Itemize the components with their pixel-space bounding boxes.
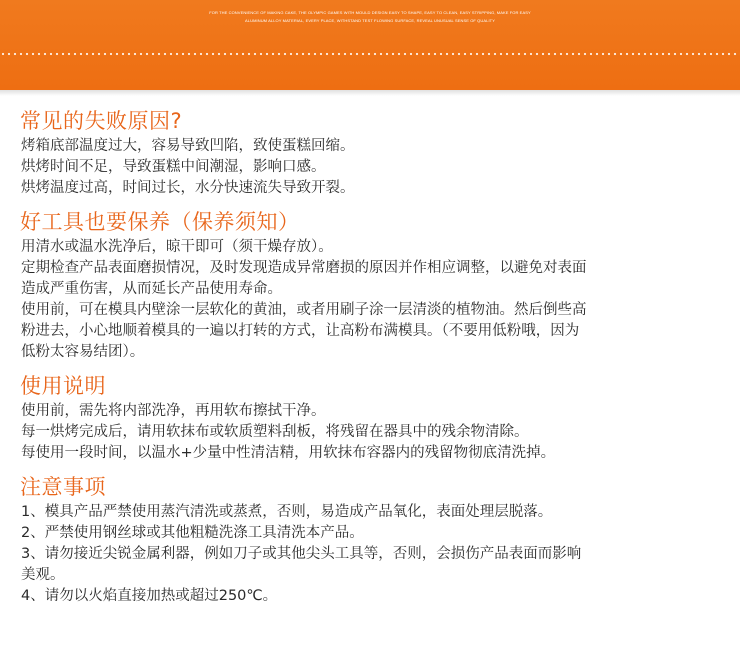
text-line: 烘烤时间不足，导致蛋糕中间潮湿，影响口感。 [21,159,326,175]
text-line: 3、请勿接近尖锐金属利器，例如刀子或其他尖头工具等，否则，会损伤产品表面而影响 [21,546,582,562]
section-heading: 常见的失败原因? [20,109,183,133]
text-line: 使用前，可在模具内壁涂一层软化的黄油，或者用刷子涂一层清淡的植物油。然后倒些高 [21,302,587,318]
text-line: 美观。 [21,567,65,583]
banner-dotted-divider [0,52,740,56]
text-line: 1、模具产品严禁使用蒸汽清洗或蒸煮，否则，易造成产品氧化，表面处理层脱落。 [21,504,553,520]
section-heading: 好工具也要保养（保养须知） [20,210,300,234]
banner-shadow [0,90,740,96]
section-precautions [20,472,730,607]
text-line: 使用前，需先将内部洗净，再用软布擦拭干净。 [21,403,326,419]
text-line: 定期检查产品表面磨损情况，及时发现造成异常磨损的原因并作相应调整，以避免对表面 [21,260,587,276]
text-line: 烘烤温度过高，时间过长，水分快速流失导致开裂。 [21,180,355,196]
text-line: 4、请勿以火焰直接加热或超过250℃。 [21,588,278,604]
section-maintenance [20,207,730,363]
section-heading: 使用说明 [20,374,106,398]
section-heading: 注意事项 [20,475,106,499]
text-line: 粉进去，小心地顺着模具的一遍以打转的方式，让高粉布满模具。（不要用低粉哦，因为 [21,323,580,339]
top-banner [0,0,740,90]
text-line: 用清水或温水洗净后，晾干即可（须干燥存放）。 [21,239,333,255]
banner-caption-line-2: ALUMINUM ALLOY MATERIAL, EVERY PLACE, WITHSTAND TEST FLOWING SURFACE, REVEAL UNUSUAL SENSE OF QUALITY [244,18,495,23]
text-line: 每使用一段时间，以温水+少量中性清洁精，用软抹布容器内的残留物彻底清洗掉。 [21,445,556,461]
banner-caption-line-1: FOR THE CONVENIENCE OF MAKING CAKE, THE OLYMPIC GAMES WITH MOULD DESIGN EASY TO SHAPE, EASY TO CLEAN, EASY STRIPPING, MAKE FOR EASY [209,10,531,15]
section-instructions [20,371,730,464]
article-content [20,106,730,615]
text-line: 低粉太容易结团）。 [21,344,145,360]
section-failure-causes [20,106,730,199]
text-line: 2、严禁使用钢丝球或其他粗糙洗涤工具清洗本产品。 [21,525,364,541]
text-line: 造成严重伤害，从而延长产品使用寿命。 [21,281,282,297]
text-line: 烤箱底部温度过大，容易导致凹陷，致使蛋糕回缩。 [21,138,355,154]
text-line: 每一烘烤完成后，请用软抹布或软质塑料刮板，将残留在器具中的残余物清除。 [21,424,529,440]
